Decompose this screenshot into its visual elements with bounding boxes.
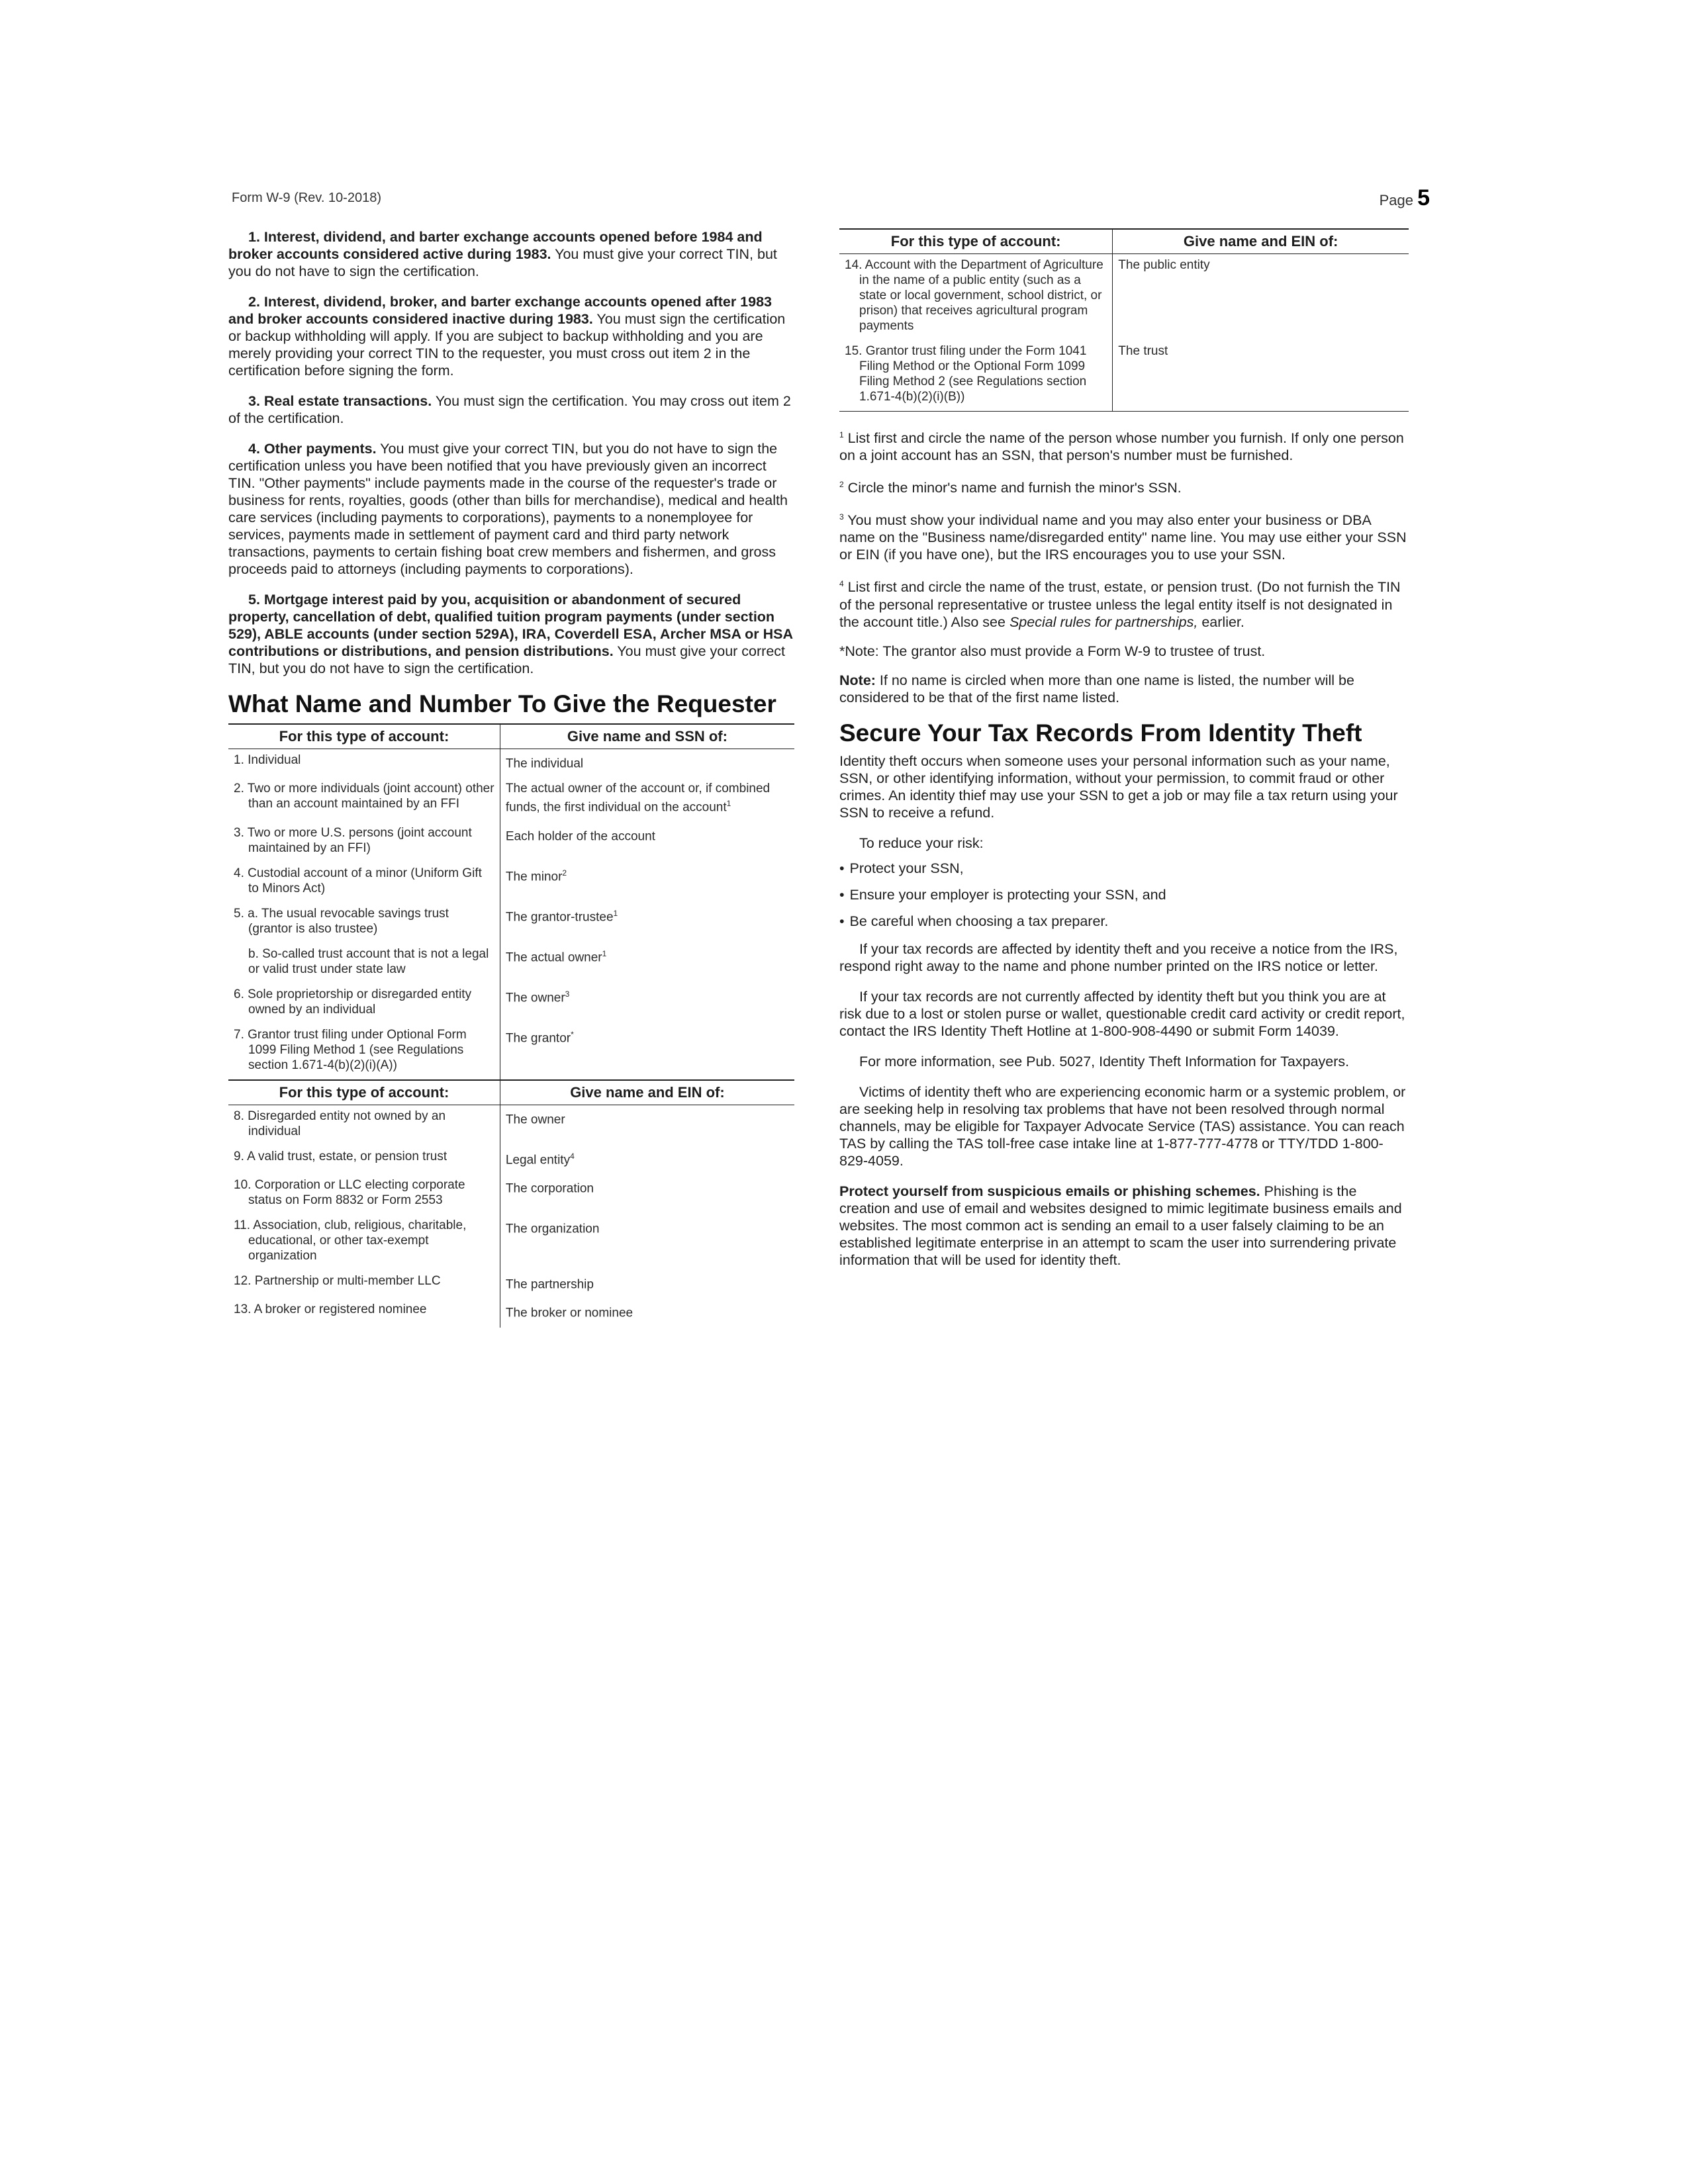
table-row xyxy=(228,1146,794,1174)
account-type: 5. a. The usual revocable savings trust (grantor is also trustee) xyxy=(228,903,500,943)
footnote-4-text: List first and circle the name of the trust, estate, or pension trust. (Do not furnish the TIN of the personal representative or trustee unless the legal entity itself is not designated in the account title.) Also see xyxy=(839,579,1401,630)
phishing-paragraph xyxy=(839,1183,1409,1269)
page-number xyxy=(1380,185,1430,211)
table-row xyxy=(228,778,794,821)
section-title-name-number: What Name and Number To Give the Requester xyxy=(228,690,776,717)
account-type: 8. Disregarded entity not owned by an individual xyxy=(228,1105,500,1146)
account-type: 13. A broker or registered nominee xyxy=(228,1298,500,1327)
phishing-text: Phishing is the creation and use of email and websites designed to mimic legitimate business emails and websites. The most common act is sending an email to a user falsely claiming to be an established legitimate enterprise in an attempt to scam the user into surrendering private information that will be used for identity theft. xyxy=(839,1183,1402,1268)
give-name: The partnership xyxy=(505,1277,594,1292)
account-type: b. So-called trust account that is not a legal or valid trust under state law xyxy=(228,943,500,983)
affected-paragraph: If your tax records are affected by identity theft and you receive a notice from the IRS, respond right away to the name and phone number printed on the IRS notice or letter. xyxy=(839,940,1398,974)
give-name: The grantor* xyxy=(505,1029,574,1045)
footnote-3-mark: 3 xyxy=(839,512,844,522)
item-1-heading: 1. Interest, dividend, and barter exchange accounts opened before 1984 and broker accounts considered active during 1983. xyxy=(228,229,763,262)
account-type: 9. A valid trust, estate, or pension trust xyxy=(228,1146,500,1174)
page-label: Page xyxy=(1379,192,1413,208)
circled-name-note xyxy=(839,672,1409,706)
table-row xyxy=(228,1270,794,1298)
footnote-1-text: List first and circle the name of the person whose number you furnish. If only one person on a joint account has an SSN, that person's number must be furnished. xyxy=(839,430,1404,464)
table-row xyxy=(228,1105,794,1146)
footnote-2 xyxy=(839,476,1409,496)
item-4-text: You must give your correct TIN, but you do not have to sign the certification unless you have been notified that you have previously given an incorrect TIN. "Other payments" include payments made in the course of the requester's trade or business for rents, royalties, goods (other than bills for merchandise), medical and health care services (including payments to corporations), payments to a nonemployee for services, payments made in settlement of payment card and third party network transactions, payments to certain fishing boat crew members and fishermen, and gross proceeds paid to attorneys (including payments to corporations). xyxy=(228,441,788,577)
victims-paragraph: Victims of identity theft who are experiencing economic harm or a systemic problem, or are seeking help in resolving tax problems that have not been resolved through normal channels, may be eligible for Taxpayer Advocate Service (TAS) assistance. You can reach TAS by calling the TAS toll-free case intake line at 1-877-777-4778 or TTY/TDD 1-800-829-4059. xyxy=(839,1083,1406,1169)
account-type: 2. Two or more individuals (joint account) other than an account maintained by an FFI xyxy=(228,778,500,821)
item-3 xyxy=(228,392,794,427)
item-2 xyxy=(228,293,794,379)
footnote-4-mark: 4 xyxy=(839,579,844,589)
ssn-table-header-account: For this type of account: xyxy=(228,724,500,749)
item-5 xyxy=(228,591,794,677)
give-name: The actual owner of the account or, if combined funds, the first individual on the account$^1$ xyxy=(505,782,771,815)
account-type: 7. Grantor trust filing under Optional Form 1099 Filing Method 1 (see Regulations section 1.671-4(b)(2)(i)(A)) xyxy=(228,1024,500,1080)
footnote-4 xyxy=(839,575,1409,630)
item-4-heading: 4. Other payments. xyxy=(248,441,377,457)
item-4 xyxy=(228,440,794,578)
identity-theft-intro: Identity theft occurs when someone uses your personal information such as your name, SSN, or other identifying information, without your permission, to commit fraud or other crimes. An identity thief may use your SSN to get a job or may file a tax return using your SSN to receive a refund. xyxy=(839,752,1398,821)
give-name: The public entity xyxy=(1118,258,1210,272)
page-number-value: 5 xyxy=(1417,185,1430,210)
item-2-heading: 2. Interest, dividend, broker, and barter exchange accounts opened after 1983 and broker accounts considered inactive during 1983. xyxy=(228,294,772,327)
give-name: The actual owner$^1$ xyxy=(505,948,607,964)
item-1-text: You must give your correct TIN, but you do not have to sign the certification. xyxy=(228,246,777,279)
table-row xyxy=(228,983,794,1024)
phishing-heading: Protect yourself from suspicious emails or phishing schemes. xyxy=(839,1183,1260,1199)
footnote-4-reference: Special rules for partnerships, xyxy=(1009,614,1198,630)
item-5-text: You must give your correct TIN, but you do not have to sign the certification. xyxy=(228,643,786,676)
reduce-risk-label: To reduce your risk: xyxy=(859,835,984,851)
ein-table-continued xyxy=(839,228,1409,412)
give-name: The owner xyxy=(505,1112,565,1126)
account-type: 3. Two or more U.S. persons (joint account maintained by an FFI) xyxy=(228,822,500,862)
list-item: • Ensure your employer is protecting your SSN, and xyxy=(839,886,1166,903)
table-row xyxy=(228,903,794,943)
give-name: The organization xyxy=(505,1222,600,1236)
give-name: Legal entity$^4$ xyxy=(505,1151,575,1167)
account-type: 1. Individual xyxy=(228,749,500,778)
item-3-text: You must sign the certification. You may cross out item 2 of the certification. xyxy=(228,393,791,426)
form-id: Form W-9 (Rev. 10-2018) xyxy=(232,191,381,205)
give-name: The broker or nominee xyxy=(505,1306,633,1320)
table-row xyxy=(228,1024,794,1080)
footnote-3-text: You must show your individual name and you may also enter your business or DBA name on the "Business name/disregarded entity" name line. You may use either your SSN or EIN (if you have one), but the IRS encourages you to use your SSN. xyxy=(839,512,1407,563)
table-row xyxy=(839,340,1409,412)
account-type: 6. Sole proprietorship or disregarded entity owned by an individual xyxy=(228,983,500,1024)
table-row xyxy=(228,749,794,778)
account-type: 12. Partnership or multi-member LLC xyxy=(228,1270,500,1298)
table-row xyxy=(228,1174,794,1214)
give-name: The individual xyxy=(505,756,584,771)
note-text: If no name is circled when more than one name is listed, the number will be considered to be that of the first name listed. xyxy=(839,672,1354,705)
table-row xyxy=(228,822,794,862)
ssn-table xyxy=(228,723,794,1328)
footnote-4-text-end: earlier. xyxy=(1197,614,1244,630)
give-name: The grantor-trustee$^1$ xyxy=(505,908,618,924)
give-name: The minor$^2$ xyxy=(505,868,567,884)
item-2-text: You must sign the certification or backup withholding will apply. If you are subject to backup withholding and you are merely providing your correct TIN to the requester, you must cross out item 2 in the certification before signing the form. xyxy=(228,311,786,379)
give-name: The owner$^3$ xyxy=(505,989,570,1005)
table-row xyxy=(228,943,794,983)
left-column xyxy=(228,228,794,1328)
bullet-icon: • xyxy=(839,886,845,903)
item-3-heading: 3. Real estate transactions. xyxy=(248,393,432,409)
ein-table-header-account: For this type of account: xyxy=(228,1080,500,1105)
grantor-note: *Note: The grantor also must provide a Form W-9 to trustee of trust. xyxy=(839,643,1266,659)
ssn-table-header-ssn: Give name and SSN of: xyxy=(500,724,794,749)
footnote-1-mark: 1 xyxy=(839,430,844,439)
footnote-2-text: Circle the minor's name and furnish the minor's SSN. xyxy=(843,480,1182,496)
risk-list xyxy=(839,860,1409,930)
account-type: 14. Account with the Department of Agriculture in the name of a public entity (such as a state or local government, school district, or prison) that receives agricultural program payments xyxy=(839,254,1113,341)
give-name: The trust xyxy=(1113,340,1409,412)
table-row xyxy=(228,1214,794,1270)
account-type: 11. Association, club, religious, charitable, educational, or other tax-exempt organization xyxy=(228,1214,500,1270)
item-5-heading: 5. Mortgage interest paid by you, acquisition or abandonment of secured property, cancellation of debt, qualified tuition program payments (under section 529), ABLE accounts (under section 529A), IRA, Coverdell ESA, Archer MSA or HSA contributions or distributions, and pension distributions. xyxy=(228,592,793,659)
right-column xyxy=(839,228,1409,1282)
note-label: Note: xyxy=(839,672,876,688)
ein-table-header-account-cont: For this type of account: xyxy=(839,229,1113,254)
table-row xyxy=(228,1298,794,1327)
footnote-3 xyxy=(839,508,1409,563)
account-type: 15. Grantor trust filing under the Form 1041 Filing Method or the Optional Form 1099 Filing Method 2 (see Regulations section 1.671-4(b)(2)(i)(B)) xyxy=(839,340,1113,412)
section-title-identity-theft: Secure Your Tax Records From Identity Theft xyxy=(839,719,1362,747)
account-type: 10. Corporation or LLC electing corporate status on Form 8832 or Form 2553 xyxy=(228,1174,500,1214)
bullet-icon: • xyxy=(839,913,845,929)
ein-table-header-ein: Give name and EIN of: xyxy=(500,1080,794,1105)
give-name: The corporation xyxy=(505,1181,594,1196)
table-row xyxy=(228,862,794,903)
give-name: Each holder of the account xyxy=(505,829,655,843)
more-info-paragraph: For more information, see Pub. 5027, Identity Theft Information for Taxpayers. xyxy=(859,1053,1350,1069)
item-1 xyxy=(228,228,794,280)
footnote-1 xyxy=(839,426,1409,464)
footnote-2-mark: 2 xyxy=(839,480,844,490)
bullet-icon: • xyxy=(839,860,845,876)
account-type: 4. Custodial account of a minor (Uniform Gift to Minors Act) xyxy=(228,862,500,903)
list-item: • Be careful when choosing a tax preparer. xyxy=(839,913,1109,929)
table-row xyxy=(839,254,1409,341)
ein-table-header-ein-cont: Give name and EIN of: xyxy=(1113,229,1409,254)
not-affected-paragraph: If your tax records are not currently affected by identity theft but you think you are at risk due to a lost or stolen purse or wallet, questionable credit card activity or credit report, contact the IRS Identity Theft Hotline at 1-800-908-4490 or submit Form 14039. xyxy=(839,988,1405,1039)
list-item: • Protect your SSN, xyxy=(839,860,964,876)
